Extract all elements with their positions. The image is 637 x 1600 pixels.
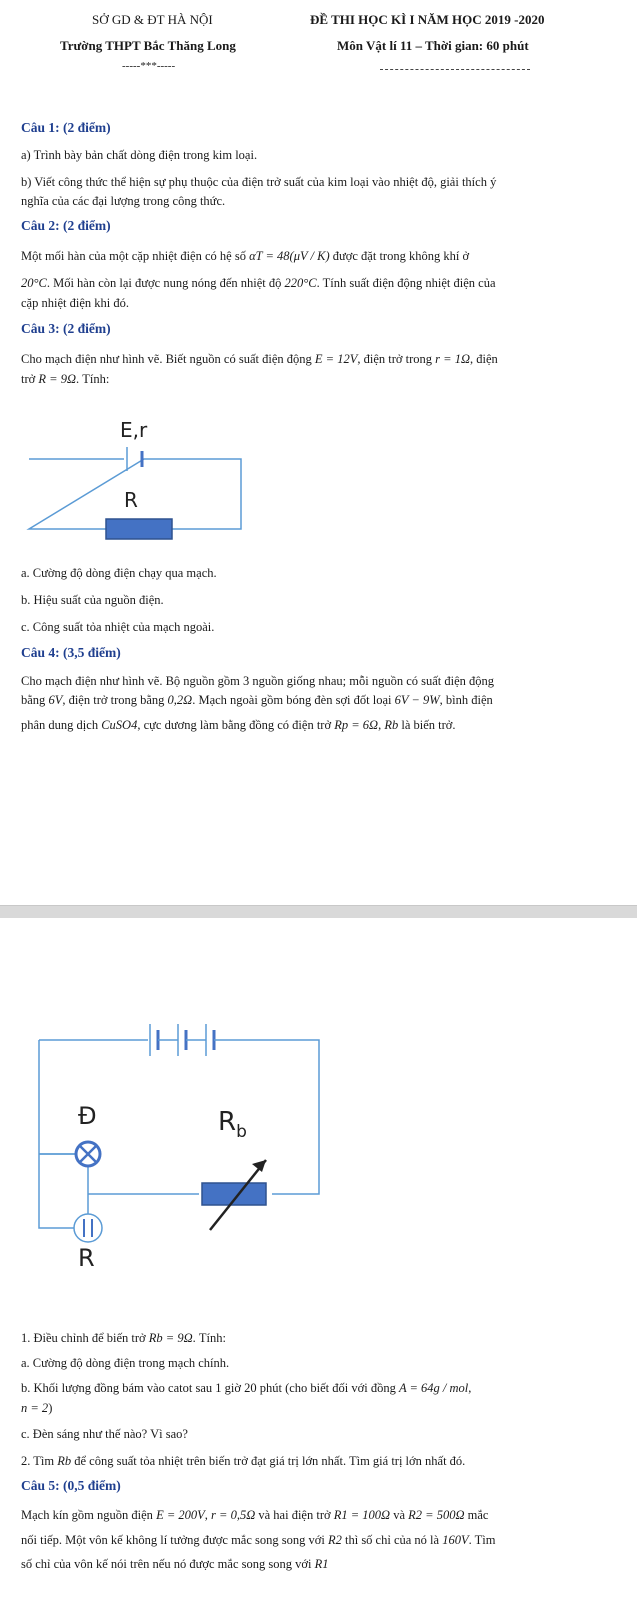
question-4-text: phân dung dịch bbox=[21, 718, 99, 732]
question-1-title: Câu 1: (2 điểm) bbox=[21, 120, 111, 135]
question-3-line2 bbox=[21, 369, 109, 389]
question-1-part-b-line1: b) Viết công thức thể hiện sự phụ thuộc của điện trở suất của kim loại vào nhiệt độ, giải thích ý bbox=[21, 175, 497, 189]
battery-bank bbox=[150, 1024, 220, 1056]
question-1-part-b-line2: nghĩa của các đại lượng trong công thức. bbox=[21, 194, 226, 208]
rheostat-setting: Rb = 9Ω bbox=[148, 1331, 193, 1345]
question-5-text: số chỉ của vôn kế nói trên nếu nó được mắc song song với bbox=[21, 1557, 312, 1571]
question-5-line2 bbox=[21, 1530, 495, 1550]
lamp-symbol bbox=[76, 1142, 100, 1166]
question-5-text: và bbox=[393, 1508, 406, 1522]
circuit-diagram-1 bbox=[20, 405, 260, 545]
question-4-text: , bbox=[378, 718, 382, 732]
header-stars: -----***----- bbox=[122, 60, 176, 72]
source-internal-resistance: r = 0,5Ω bbox=[211, 1508, 256, 1522]
question-5-text: nối tiếp. Một vôn kế không lí tưởng được mắc song song với bbox=[21, 1533, 325, 1547]
question-4-text: , cực dương làm bằng đồng có điện trở bbox=[137, 718, 332, 732]
question-1-part-a: a) Trình bày bản chất dòng điện trong kim loại. bbox=[21, 148, 258, 162]
question-4-text: để công suất tỏa nhiệt trên biến trở đạt giá trị lớn nhất. Tìm giá trị lớn nhất đó. bbox=[74, 1454, 466, 1468]
resistor-1-value: R1 = 100Ω bbox=[333, 1508, 391, 1522]
resistor bbox=[106, 519, 172, 539]
seebeck-coefficient-formula: αT = 48(μV / K) bbox=[249, 249, 330, 263]
question-5-line1 bbox=[21, 1505, 488, 1525]
rheostat-symbol bbox=[202, 1160, 266, 1230]
rheostat-symbol: Rb bbox=[57, 1454, 72, 1468]
question-4-part-b-line1 bbox=[21, 1378, 471, 1398]
question-5-text: Mạch kín gồm nguồn điện bbox=[21, 1508, 153, 1522]
header-divider bbox=[380, 69, 530, 70]
cell-emf-value: 6V bbox=[48, 693, 63, 707]
question-4-text: , bbox=[468, 1381, 472, 1395]
question-3-text: , điện bbox=[469, 352, 498, 366]
question-5-line3 bbox=[21, 1554, 328, 1574]
question-3-part-a: a. Cường độ dòng điện chạy qua mạch. bbox=[21, 566, 217, 580]
voltmeter-reading: 160V bbox=[442, 1533, 469, 1547]
page-separator bbox=[0, 905, 637, 919]
lamp-label: Đ bbox=[78, 1102, 97, 1130]
exam-subject-time: Môn Vật lí 11 – Thời gian: 60 phút bbox=[337, 38, 529, 53]
cold-junction-temperature: 20°C bbox=[21, 276, 47, 290]
question-3-text: . Tính: bbox=[76, 372, 110, 386]
question-3-title: Câu 3: (2 điểm) bbox=[21, 321, 111, 336]
question-2-text: . Mối hàn còn lại được nung nóng đến nhiệt độ bbox=[46, 276, 282, 290]
rheostat-label: $R_b$ bbox=[218, 1107, 247, 1142]
question-4-line2 bbox=[21, 690, 493, 710]
school-name: Trường THPT Bắc Thăng Long bbox=[60, 38, 236, 53]
copper-molar-mass: A = 64g / mol bbox=[398, 1381, 469, 1395]
copper-valence: n = 2 bbox=[21, 1401, 49, 1415]
question-2-text: được đặt trong không khí ở bbox=[332, 249, 470, 263]
question-2-text: . Tính suất điện động nhiệt điện của bbox=[316, 276, 496, 290]
question-3-text: Cho mạch điện như hình vẽ. Biết nguồn có suất điện động bbox=[21, 352, 312, 366]
source-label: E,r bbox=[120, 418, 148, 442]
internal-resistance-value: r = 1Ω bbox=[435, 352, 470, 366]
cell-internal-resistance: 0,2Ω bbox=[167, 693, 193, 707]
circuit-wire bbox=[39, 1040, 319, 1228]
question-4-part-c: c. Đèn sáng như thế nào? Vì sao? bbox=[21, 1427, 188, 1441]
question-4-text: , bình điện bbox=[439, 693, 493, 707]
rheostat-symbol: Rb bbox=[384, 718, 399, 732]
question-4-part-1-line bbox=[21, 1328, 226, 1348]
question-3-line1 bbox=[21, 349, 498, 369]
resistor-1-symbol: R1 bbox=[314, 1557, 329, 1571]
question-4-part-a: a. Cường độ dòng điện trong mạch chính. bbox=[21, 1356, 230, 1370]
circuit-diagram-2 bbox=[30, 1000, 330, 1270]
resistor-2-value: R2 = 500Ω bbox=[408, 1508, 465, 1522]
question-4-title: Câu 4: (3,5 điểm) bbox=[21, 645, 121, 660]
question-4-line3 bbox=[21, 715, 456, 735]
resistance-value: R = 9Ω bbox=[38, 372, 76, 386]
question-5-text: mắc bbox=[467, 1508, 489, 1522]
electrolytic-cell-symbol bbox=[74, 1214, 102, 1242]
question-3-part-c: c. Công suất tỏa nhiệt của mạch ngoài. bbox=[21, 620, 215, 634]
lamp-rating: 6V − 9W bbox=[394, 693, 440, 707]
emf-value: E = 12V bbox=[314, 352, 358, 366]
question-3-text: , điện trở trong bbox=[357, 352, 433, 366]
question-5-title: Câu 5: (0,5 điểm) bbox=[21, 1478, 121, 1493]
question-3-text: trở bbox=[21, 372, 36, 386]
question-5-text: thì số chỉ của nó là bbox=[345, 1533, 440, 1547]
question-4-text: . Tính: bbox=[192, 1331, 226, 1345]
question-5-text: , bbox=[204, 1508, 208, 1522]
question-5-text: . Tìm bbox=[468, 1533, 496, 1547]
question-2-text: Một mối hàn của một cặp nhiệt điện có hệ số bbox=[21, 249, 246, 263]
question-4-text: , điện trở trong bằng bbox=[62, 693, 165, 707]
question-5-text: và hai điện trở bbox=[258, 1508, 331, 1522]
question-4-part-b-line2 bbox=[21, 1398, 52, 1418]
question-4-text: là biến trở. bbox=[401, 718, 456, 732]
department-name: SỞ GD & ĐT HÀ NỘI bbox=[92, 12, 213, 27]
resistor-2-symbol: R2 bbox=[327, 1533, 342, 1547]
electrolyte-resistance: Rp = 6Ω bbox=[334, 718, 379, 732]
question-4-text: bằng bbox=[21, 693, 46, 707]
hot-junction-temperature: 220°C bbox=[284, 276, 317, 290]
resistor-label: R bbox=[124, 488, 138, 512]
question-4-text: 2. Tìm bbox=[21, 1454, 55, 1468]
question-4-line1: Cho mạch điện như hình vẽ. Bộ nguồn gồm 3 nguồn giống nhau; mỗi nguồn có suất điện động bbox=[21, 674, 495, 688]
question-2-title: Câu 2: (2 điểm) bbox=[21, 218, 111, 233]
exam-title: ĐỀ THI HỌC KÌ I NĂM HỌC 2019 -2020 bbox=[310, 12, 545, 27]
electrolytic-cell-label: R bbox=[78, 1244, 95, 1270]
electrolyte-formula: CuSO4 bbox=[101, 718, 138, 732]
source-emf: E = 200V bbox=[156, 1508, 205, 1522]
question-4-text: . Mạch ngoài gồm bóng đèn sợi đốt loại bbox=[192, 693, 392, 707]
question-2-line2 bbox=[21, 273, 496, 293]
question-4-text: b. Khối lượng đồng bám vào catot sau 1 giờ 20 phút (cho biết đối với đồng bbox=[21, 1381, 396, 1395]
question-3-part-b: b. Hiệu suất của nguồn điện. bbox=[21, 593, 164, 607]
question-4-text: 1. Điều chỉnh để biến trở bbox=[21, 1331, 146, 1345]
question-4-text: ) bbox=[48, 1401, 53, 1415]
question-2-line1 bbox=[21, 246, 469, 266]
exam-page-2 bbox=[0, 918, 637, 1600]
question-4-part-2-line bbox=[21, 1451, 465, 1471]
question-2-line3: cặp nhiệt điện khi đó. bbox=[21, 296, 129, 310]
